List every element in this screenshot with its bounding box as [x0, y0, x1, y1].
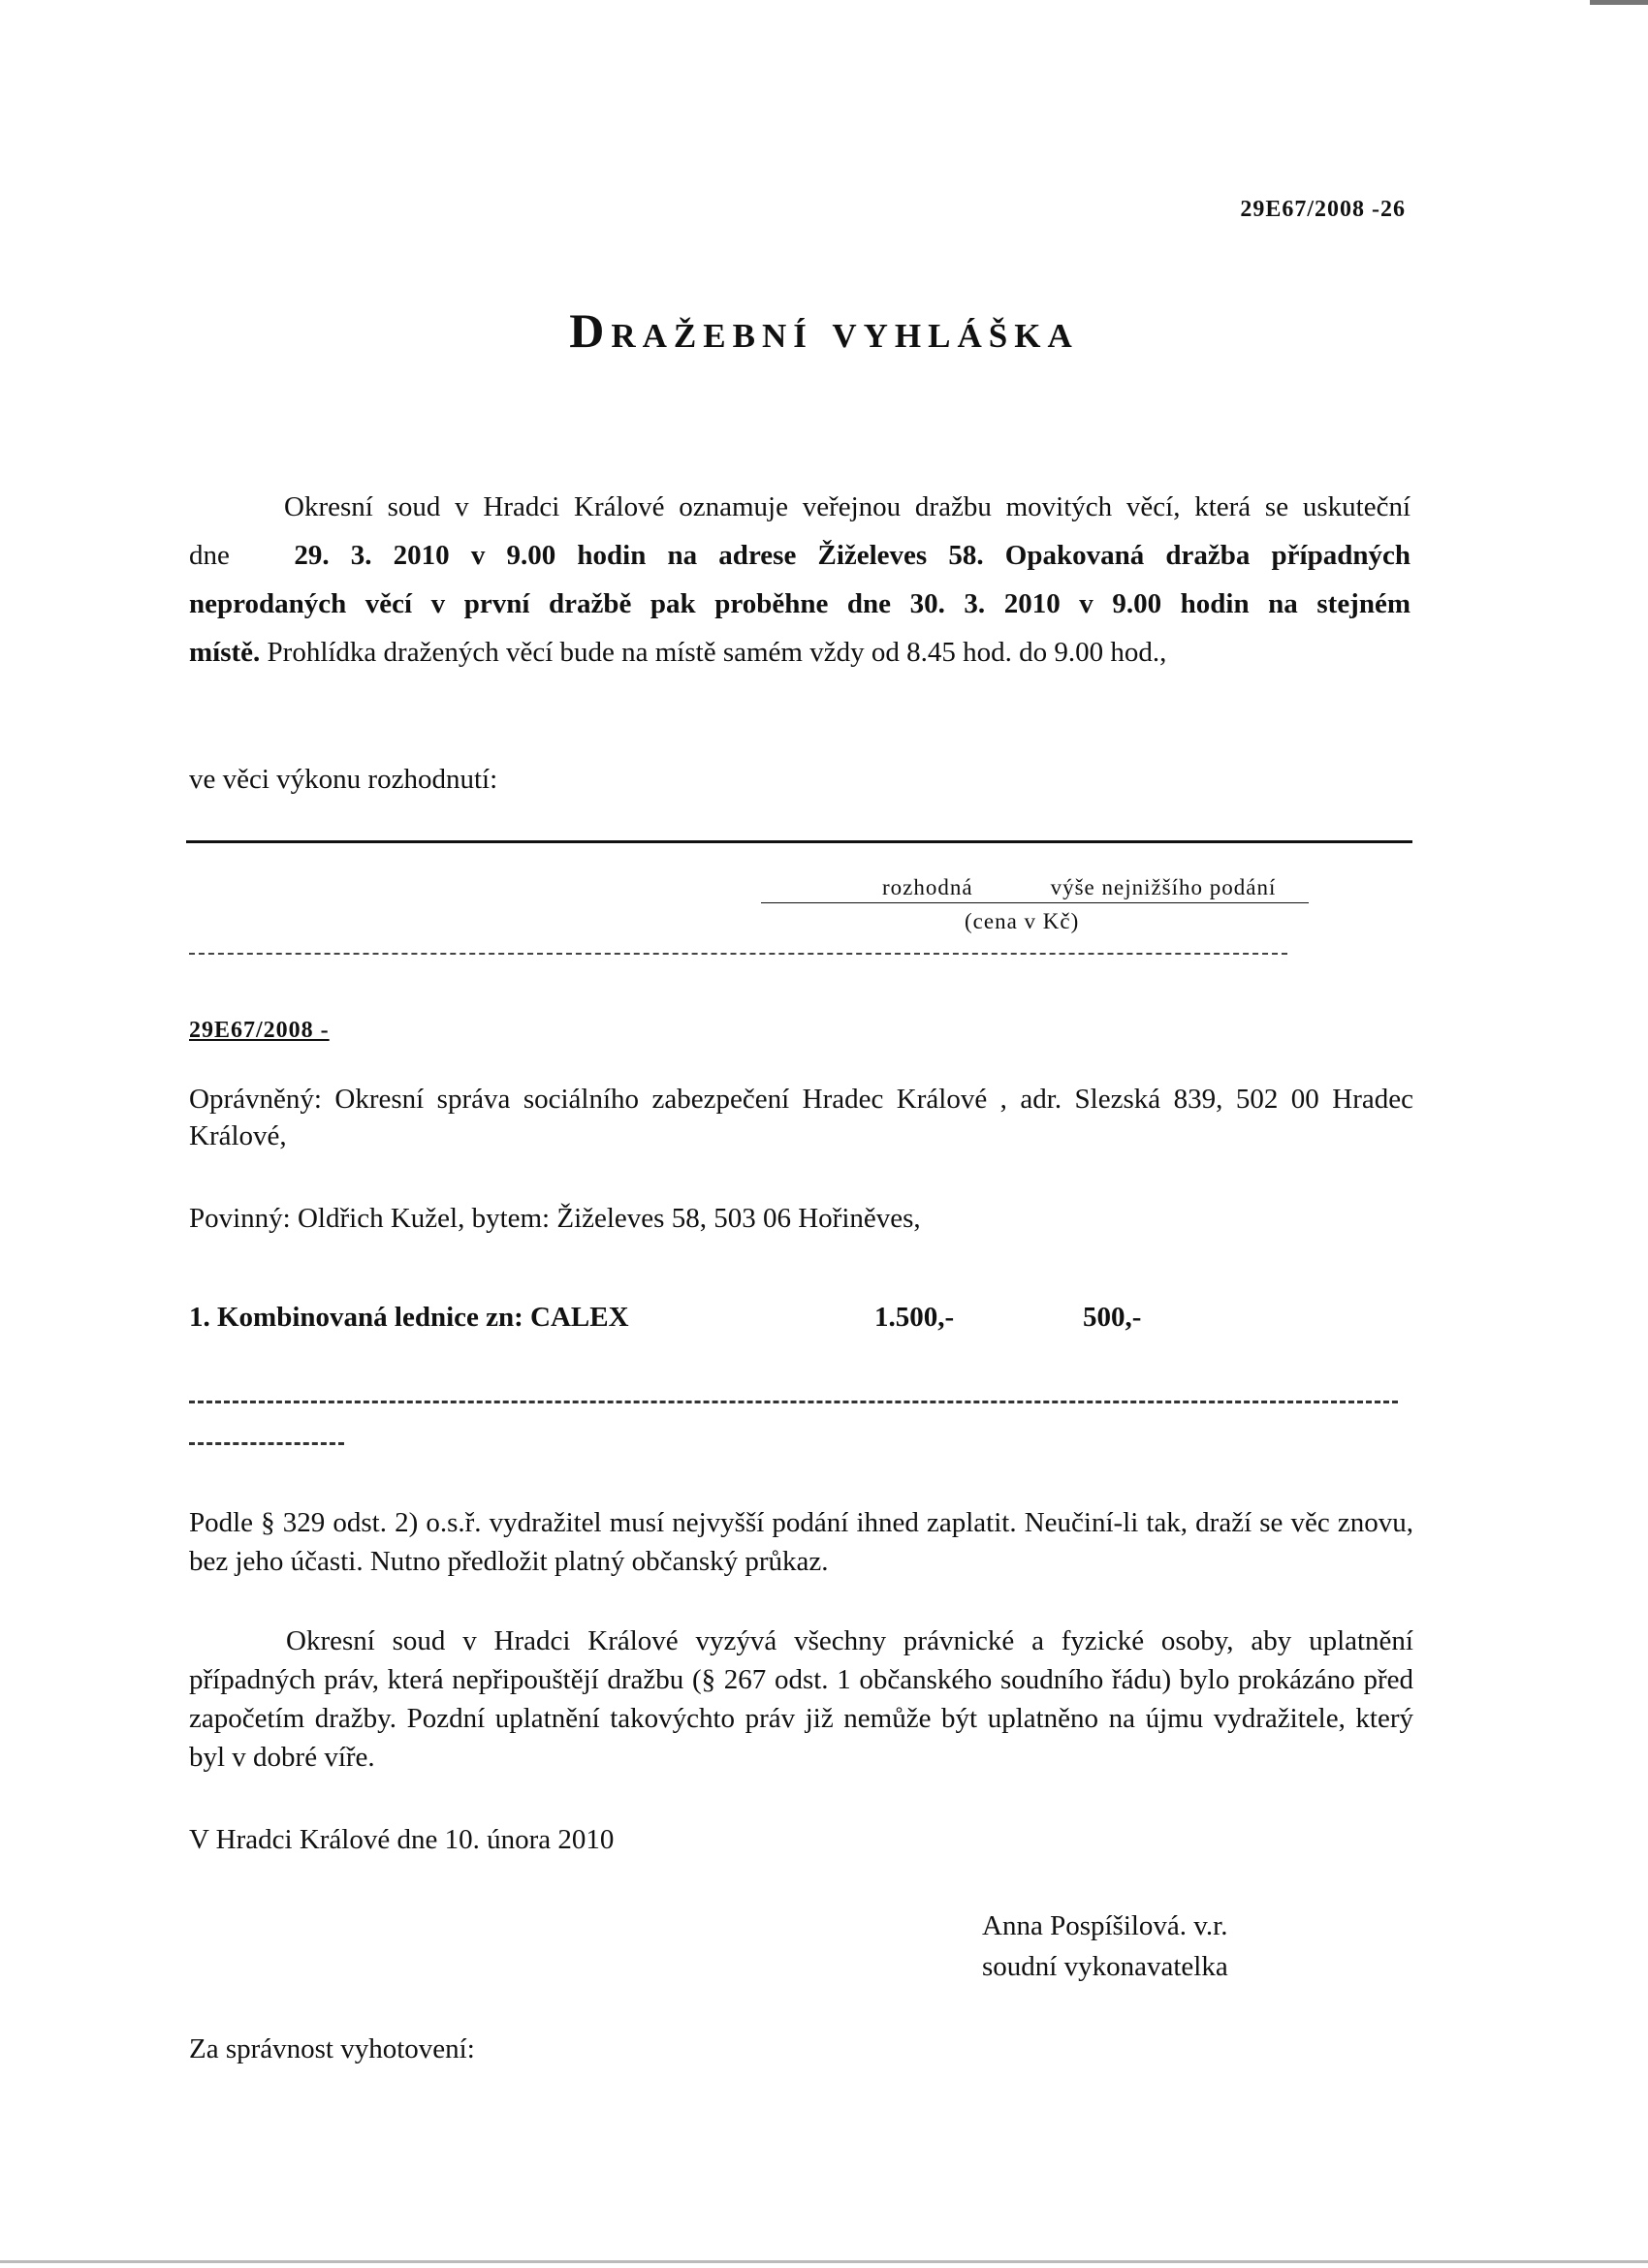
document-title: Dražební vyhláška: [569, 303, 1079, 358]
column-subheader: (cena v Kč): [965, 909, 1080, 933]
signer-name: Anna Pospíšilová. v.r.: [982, 1910, 1228, 1941]
dashed-divider-long: [189, 1401, 1398, 1403]
intro-line-2: [189, 531, 1410, 580]
item-label: 1. Kombinovaná lednice zn: CALEX: [189, 1302, 629, 1333]
item-value-nejnizsi: 500,-: [1083, 1302, 1142, 1333]
scan-edge-top: [1590, 0, 1648, 5]
intro-paragraph: [189, 483, 1410, 677]
intro-line-4: [189, 628, 1410, 677]
column-header-nejnizsi: výše nejnižšího podání: [1050, 875, 1277, 899]
repeat-auction-date: neprodaných věcí v první dražbě pak proběhne dne 30. 3. 2010 v 9.00 hodin na stejném: [189, 588, 1410, 619]
column-header-rozhodna: rozhodná: [882, 875, 973, 899]
correctness-label: Za správnost vyhotovení:: [189, 2033, 475, 2064]
intro-misto: místě.: [189, 637, 261, 668]
place-and-date: V Hradci Králové dne 10. února 2010: [189, 1824, 615, 1855]
auction-date-address: 29. 3. 2010 v 9.00 hodin na adrese Žiželeves 58. Opakovaná dražba případných: [294, 540, 1410, 571]
dashed-divider: [189, 953, 1287, 955]
inspection-time: Prohlídka dražených věcí bude na místě samém vždy od 8.45 hod. do 9.00 hod.,: [267, 637, 1167, 668]
obliged-party: Povinný: Oldřich Kužel, bytem: Žiželeves 58, 503 06 Hořiněves,: [189, 1203, 921, 1234]
signature-block: [982, 1906, 1228, 1987]
intro-dne: dne: [189, 540, 230, 571]
intro-line-1: Okresní soud v Hradci Králové oznamuje veřejnou dražbu movitých věcí, která se uskuteční: [284, 491, 1410, 522]
matter-label: ve věci výkonu rozhodnutí:: [189, 764, 498, 795]
signer-role: soudní vykonavatelka: [982, 1951, 1228, 1982]
price-column-headers: [761, 875, 1309, 903]
intro-line-3: [189, 580, 1410, 628]
divider-rule: [186, 840, 1412, 843]
call-to-parties: [189, 1622, 1413, 1777]
entitled-party: Oprávněný: Okresní správa sociálního zabezpečení Hradec Králové , adr. Slezská 839, 502 00 Hradec Králové,: [189, 1084, 1413, 1151]
legal-notice: Podle § 329 odst. 2) o.s.ř. vydražitel musí nejvyšší podání ihned zaplatit. Neučiní-li tak, draží se věc znovu, bez jeho účasti. Nutno předložit platný občanský průkaz.: [189, 1507, 1413, 1577]
dashed-divider-short: [189, 1442, 344, 1445]
scan-edge-bottom: [0, 2260, 1648, 2263]
call-to-parties-text: Okresní soud v Hradci Králové vyzývá všechny právnické a fyzické osoby, aby uplatnění případných práv, která nepřipouštějí dražbu (§ 267 odst. 1 občanského soudního řádu) bylo prokázáno před započetím dražby. Pozdní uplatnění takovýchto práv již nemůže být uplatněno na újmu vydražitele, který byl v dobré víře.: [189, 1625, 1413, 1773]
item-value-rozhodna: 1.500,-: [874, 1302, 955, 1333]
reference-number: 29E67/2008 -26: [1240, 197, 1406, 222]
case-number: 29E67/2008 -: [189, 1018, 330, 1043]
